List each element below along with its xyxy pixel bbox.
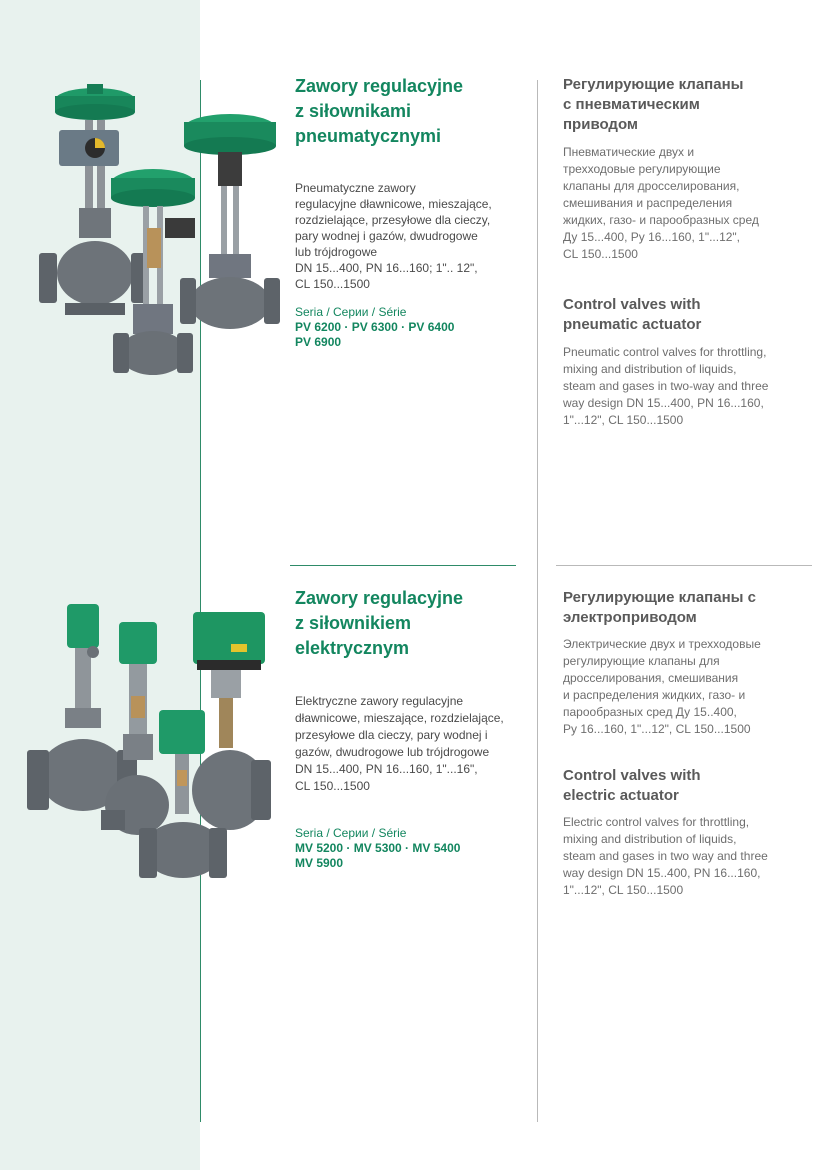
pneumatic-title-en: Control valves with pneumatic actuator	[563, 296, 702, 333]
electric-series-label: Seria / Серии / Série	[295, 826, 407, 840]
pneumatic-title-ru: Регулирующие клапаны с пневматическим приводом	[563, 76, 744, 133]
pneumatic-series-codes: PV 6200 · PV 6300 · PV 6400 PV 6900	[295, 320, 455, 349]
pneumatic-series-label: Seria / Серии / Série	[295, 305, 407, 319]
pneumatic-description-ru: Пневматические двух и трехходовые регулирующие клапаны для дросселирования, смешивания и распределения жидких, газо- и парообразных сред Ду 15...400, Ру 16...160, 1"...12", CL 150...1500	[563, 145, 759, 261]
electric-title-en: Control valves with electric actuator	[563, 767, 701, 804]
pneumatic-control-valves-photo	[35, 78, 290, 378]
pneumatic-description-en: Pneumatic control valves for throttling, mixing and distribution of liquids, steam and gases in two-way and three way design DN 15...400, PN 16...160, 1"...12", CL 150...1500	[563, 345, 769, 427]
section-divider-right	[556, 565, 812, 566]
electric-series-codes: MV 5200 · MV 5300 · MV 5400 MV 5900	[295, 841, 461, 870]
electric-description-en: Electric control valves for throttling, mixing and distribution of liquids, steam and gases in two way and three way design DN 15..400, PN 16...160, 1"...12", CL 150...1500	[563, 815, 768, 897]
section-divider-left	[290, 565, 516, 566]
electric-description-ru: Электрические двух и трехходовые регулирующие клапаны для дросселирования, смешивания и распределения жидких, газо- и парообразных сред Ду 15..400, Ру 16...160, 1"...12", CL 150...1500	[563, 637, 761, 736]
pneumatic-description-pl: Pneumatyczne zawory regulacyjne dławnicowe, mieszające, rozdzielające, przesyłowe dla cieczy, pary wodnej i gazów, dwudrogowe lub trójdrogowe DN 15...400, PN 16...160; 1".. 12", CL 150...1500	[295, 181, 492, 291]
electric-description-pl: Elektryczne zawory regulacyjne dławnicowe, mieszające, rozdzielające, przesyłowe dla cieczy, pary wodnej i gazów, dwudrogowe lub trójdrogowe DN 15...400, PN 16...160, 1"...16", CL 150...1500	[295, 694, 504, 793]
electric-title-pl: Zawory regulacyjne z siłownikiem elektrycznym	[295, 588, 464, 658]
column-divider-gray	[537, 80, 538, 1122]
electric-title-ru: Регулирующие клапаны с электроприводом	[563, 589, 756, 626]
pneumatic-title-pl: Zawory regulacyjne z siłownikami pneumatycznymi	[295, 76, 464, 146]
electric-control-valves-photo	[25, 600, 275, 890]
